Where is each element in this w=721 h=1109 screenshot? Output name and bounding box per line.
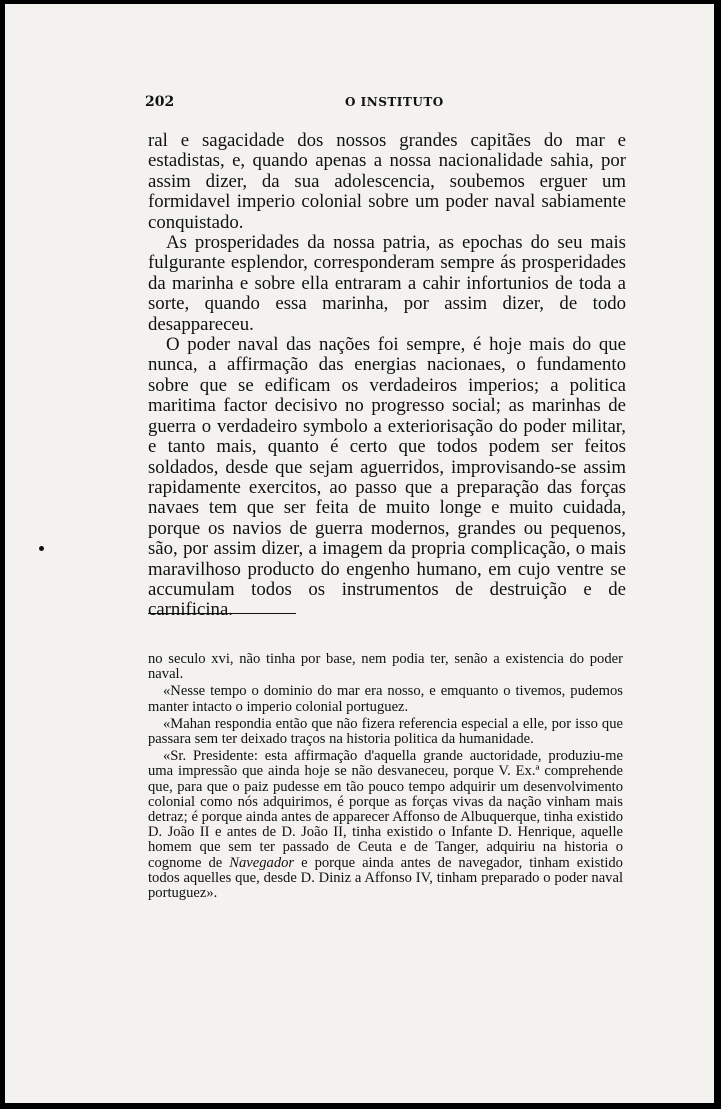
page-header bbox=[145, 94, 625, 114]
main-text bbox=[148, 131, 626, 621]
footnote-text: e porque ainda antes de navegador, tinham existido todos aquelles que, desde D. Diniz a Affonso IV, tinham preparado o poder naval portuguez». bbox=[148, 854, 623, 902]
footnotes bbox=[148, 652, 623, 903]
paragraph: ral e sagacidade dos nossos grandes capitães do mar e estadistas, e, quando apenas a nossa nacionalidade sahia, por assim dizer, da sua adolescencia, soubemos erguer um formidavel imperio colonial sobre um poder naval sabiamente conquistado. bbox=[148, 130, 626, 233]
paragraph: O poder naval das nações foi sempre, é hoje mais do que nunca, a affirmação das energias nacionaes, o fundamento sobre que se edificam os verdadeiros imperios; a politica maritima factor decisivo no progresso social; as marinhas de guerra o verdadeiro symbolo a exteriorisação do poder militar, e tanto mais, quanto é certo que todos podem ser feitos soldados, desde que sejam aguerridos, improvisando-se assim rapidamente exercitos, ao passo que a preparação das forças navaes tem que ser feita de muito longe e muito cuidada, porque os navios de guerra modernos, grandes ou pequenos, são, por assim dizer, a imagem da propria complicação, o mais maravilhoso producto do engenho humano, em cujo ventre se accumulam todos os instrumentos de destruição e de carnificina. bbox=[148, 334, 626, 621]
footnote-italic-term: Navegador bbox=[229, 854, 295, 871]
footnote-paragraph: «Nesse tempo o dominio do mar era nosso, e emquanto o tivemos, pudemos manter intacto o imperio colonial portuguez. bbox=[148, 683, 623, 715]
book-page bbox=[5, 4, 714, 1103]
footnote-paragraph: no seculo xvi, não tinha por base, nem podia ter, senão a existencia do poder naval. bbox=[148, 651, 623, 683]
page-number: 202 bbox=[145, 94, 175, 110]
footnote-divider bbox=[148, 613, 296, 614]
footnote-text: «Sr. Presidente: esta affirmação d'aquella grande auctoridade, produziu-me uma impressão que ainda hoje se não desvaneceu, porque V. Ex.ª comprehende que, para que o paiz pudesse em tão pouco tempo adquirir um desenvolvimento colonial como nós adquirimos, é porque as forças vivas da nação vinham mais detraz; é porque ainda antes de apparecer Affonso de Albuquerque, tinha existido D. João II e antes de D. João II, tinha existido o Infante D. Henrique, aquelle homem que sem ter passado de Ceuta e de Tanger, adquiriu na historia o cognome de bbox=[148, 748, 623, 871]
paragraph: As prosperidades da nossa patria, as epochas do seu mais fulgurante esplendor, corresponderam sempre ás prosperidades da marinha e sobre ella entraram a cahir infortunios de toda a sorte, quando essa marinha, por assim dizer, de todo desappareceu. bbox=[148, 232, 626, 335]
footnote-paragraph: «Mahan respondia então que não fizera referencia especial a elle, por isso que passara sem ter deixado traços na historia politica da humanidade. bbox=[148, 715, 623, 748]
footnote-paragraph bbox=[148, 749, 623, 901]
running-title: O INSTITUTO bbox=[345, 95, 444, 109]
margin-mark bbox=[39, 546, 44, 551]
